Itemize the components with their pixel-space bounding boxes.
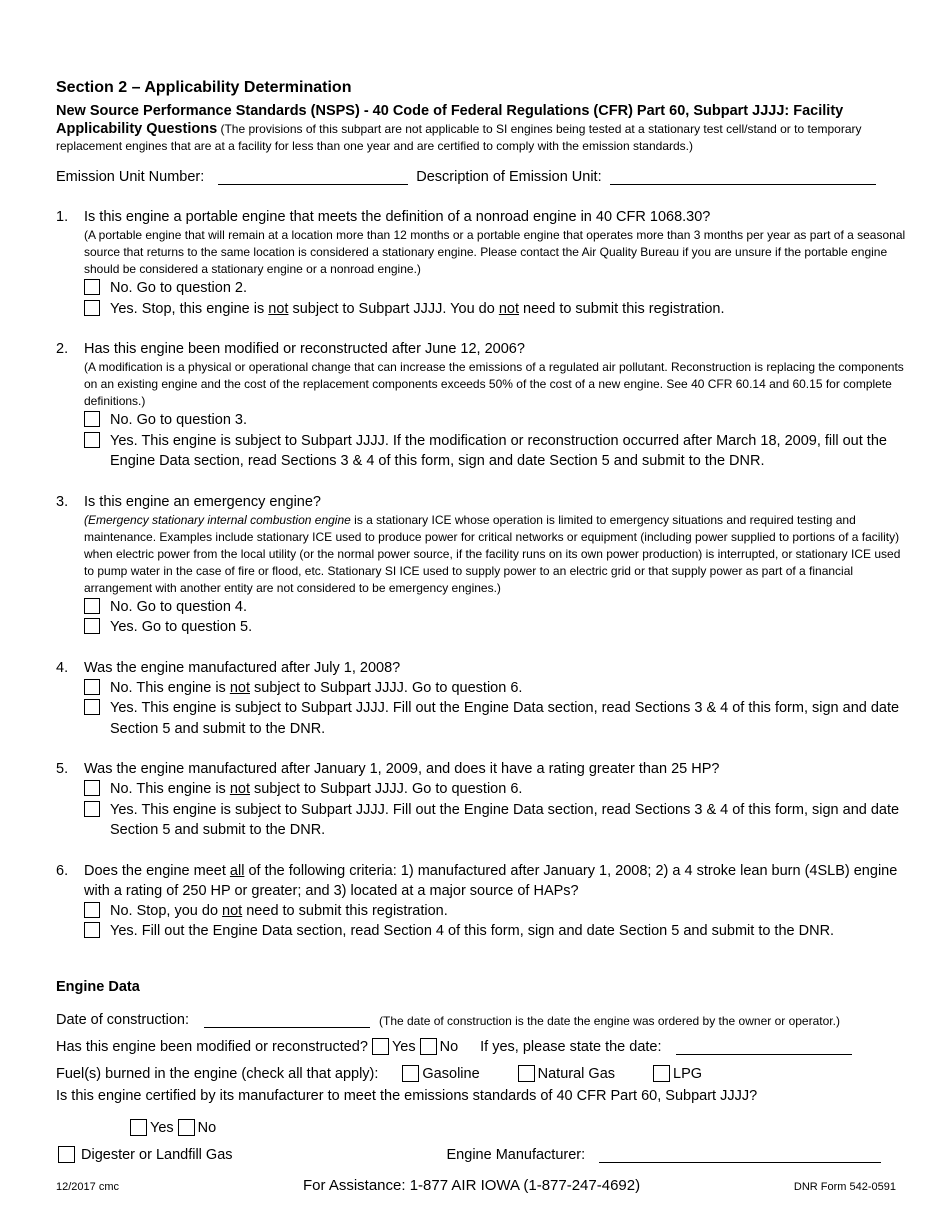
checkbox[interactable]	[84, 679, 100, 695]
question-number: 6.	[56, 862, 69, 879]
unit-number-field[interactable]	[218, 168, 408, 185]
fuel-gasoline-label: Gasoline	[422, 1066, 480, 1082]
option-label: Yes. Fill out the Engine Data section, read Section 4 of this form, sign and date Section 5 and submit to the DNR.	[110, 923, 835, 939]
footer-assistance: For Assistance: 1-877 AIR IOWA (1-877-247-4692)	[303, 1177, 641, 1194]
text-part: subject to Subpart JJJJ. Go to question 6.	[250, 781, 523, 797]
section-title: Section 2 – Applicability Determination	[56, 79, 352, 96]
question-1	[56, 207, 906, 319]
question-text	[84, 861, 906, 901]
checkbox[interactable]	[84, 922, 100, 938]
question-note: (A modification is a physical or operational change that can increase the emissions of a regulated air pollutant. Reconstruction is replacing the components on an existing engine and the cost of the replacement components exceeds 50% of the cost of a new engine. See 40 CFR 60.14 and 60.15 for complete definitions.)	[84, 360, 904, 408]
underlined-not: not	[229, 781, 250, 797]
fuel-lpg-label: LPG	[673, 1066, 703, 1082]
q4-option-yes	[84, 698, 906, 739]
modified-label: Has this engine been modified or reconstructed?	[56, 1039, 368, 1055]
modified-date-field[interactable]	[676, 1038, 852, 1055]
checkbox[interactable]	[84, 618, 100, 634]
certified-no-checkbox[interactable]	[178, 1119, 195, 1136]
q6-option-no	[84, 901, 906, 922]
certified-yes-checkbox[interactable]	[130, 1119, 147, 1136]
unit-desc-label: Description of Emission Unit:	[416, 169, 602, 185]
q1-option-no	[84, 278, 906, 299]
question-5	[56, 759, 906, 841]
state-date-label: If yes, please state the date:	[480, 1039, 662, 1055]
checkbox[interactable]	[84, 598, 100, 614]
underlined-not: not	[268, 300, 289, 317]
question-4	[56, 658, 906, 740]
checkbox[interactable]	[84, 780, 100, 796]
option-label: Yes. This engine is subject to Subpart JJJJ. Fill out the Engine Data section, read Sections 3 & 4 of this form, sign and date Section 5 and submit to the DNR.	[110, 801, 900, 838]
question-number: 2.	[56, 341, 69, 357]
question-3	[56, 492, 906, 638]
q6-option-yes	[84, 921, 906, 942]
option-label	[110, 779, 522, 800]
page-footer	[56, 1177, 896, 1197]
modified-no-label: No	[439, 1039, 459, 1055]
question-note: (A portable engine that will remain at a location more than 12 months or a portable engine that operates more than 3 months per year as part of a seasonal source that returns to the same location is considered a stationary engine. Please contact the Air Quality Bureau if you are unsure if the portable engine should be considered a stationary engine or a nonroad engine.)	[84, 228, 906, 276]
text-part: No. This engine is	[110, 679, 230, 696]
option-label	[110, 901, 448, 922]
checkbox[interactable]	[84, 300, 100, 316]
fuel-label: Fuel(s) burned in the engine (check all that apply):	[56, 1066, 379, 1082]
modified-row	[56, 1033, 906, 1055]
q4-option-no	[84, 678, 906, 699]
engine-data-title: Engine Data	[56, 979, 140, 995]
section-subtitle: New Source Performance Standards (NSPS) - 40 Code of Federal Regulations (CFR) Part 60, Subpart JJJJ: Facility	[56, 103, 844, 119]
question-text: Has this engine been modified or reconstructed after June 12, 2006?	[84, 341, 525, 357]
applicability-section	[56, 78, 906, 942]
option-label	[110, 678, 522, 699]
digester-label: Digester or Landfill Gas	[81, 1147, 233, 1163]
unit-number-label: Emission Unit Number:	[56, 169, 205, 185]
footer-revision: 12/2017 cmc	[56, 1181, 119, 1193]
q3-option-yes	[84, 617, 906, 638]
text-part: subject to Subpart JJJJ. You do	[288, 300, 499, 317]
certified-row	[56, 1114, 906, 1136]
option-label: No. Go to question 3.	[110, 412, 248, 428]
checkbox[interactable]	[84, 279, 100, 295]
fuel-lpg-checkbox[interactable]	[653, 1065, 670, 1082]
fuel-natural-gas-checkbox[interactable]	[518, 1065, 535, 1082]
modified-yes-checkbox[interactable]	[372, 1038, 389, 1055]
manufacturer-label: Engine Manufacturer:	[446, 1147, 586, 1163]
checkbox[interactable]	[84, 801, 100, 817]
underlined-not: not	[229, 679, 250, 696]
question-number: 3.	[56, 493, 69, 510]
option-label: Yes. Go to question 5.	[110, 619, 253, 635]
underlined-not: not	[222, 902, 243, 919]
question-note	[84, 512, 906, 597]
digester-checkbox[interactable]	[58, 1146, 75, 1163]
construction-label: Date of construction:	[56, 1012, 189, 1028]
option-label: Yes. This engine is subject to Subpart JJJJ. If the modification or reconstruction occurred after March 18, 2009, fill out the Engine Data section, read Sections 3 & 4 of this form, sign and date Section 5 and submit to the DNR.	[110, 432, 887, 469]
q2-option-no	[84, 410, 906, 431]
certified-question: Is this engine certified by its manufacturer to meet the emissions standards of 40 CFR Part 60, Subpart JJJJ?	[56, 1088, 758, 1104]
fuel-natural-gas-label: Natural Gas	[537, 1066, 616, 1082]
checkbox[interactable]	[84, 699, 100, 715]
q1-option-yes	[84, 299, 906, 320]
checkbox[interactable]	[84, 432, 100, 448]
checkbox[interactable]	[84, 411, 100, 427]
manufacturer-field[interactable]	[599, 1146, 881, 1163]
construction-row	[56, 1006, 906, 1028]
intro-bold: Applicability Questions	[56, 121, 218, 137]
q5-option-no	[84, 779, 906, 800]
text-part: No. Stop, you do	[110, 902, 223, 919]
text-part: subject to Subpart JJJJ. Go to question 6.	[250, 679, 523, 696]
fuel-row	[56, 1060, 906, 1082]
question-2	[56, 339, 906, 472]
construction-date-field[interactable]	[204, 1011, 370, 1028]
note-text: is a stationary ICE whose operation is limited to emergency situations and required testing and maintenance. Examples include stationary ICE used to produce power for critical networks or equipment (including power supplied to portions of a facility) when electric power from the local utility (or the normal power source, if the facility runs on its own power production) is interrupted, or stationary ICE used to pump water in the case of fire or flood, etc. Stationary SI ICE used to supply power to an electric grid or that supply power as part of a financial arrangement with another entity are not considered to be emergency engines.)	[84, 512, 901, 595]
text-part: of the following criteria: 1) manufactured after January 1, 2008; 2) a 4 stroke lean burn (4SLB) engine with a rating of 250 HP or greater; and 3) located at a major source of HAPs?	[84, 862, 898, 899]
text-part: Yes. Stop, this engine is	[110, 300, 269, 317]
question-number: 1.	[56, 209, 69, 225]
fuel-gasoline-checkbox[interactable]	[402, 1065, 419, 1082]
text-part: No. This engine is	[110, 781, 230, 797]
text-part: Does the engine meet	[84, 862, 230, 879]
section-intro	[56, 121, 906, 155]
q5-option-yes	[84, 800, 906, 841]
question-text: Is this engine a portable engine that meets the definition of a nonroad engine in 40 CFR 1068.30?	[84, 209, 711, 225]
underlined-all: all	[229, 862, 245, 879]
text-part: need to submit this registration.	[242, 902, 448, 919]
digester-row	[56, 1141, 906, 1163]
note-italic: (Emergency stationary internal combustion engine	[84, 512, 351, 527]
question-number: 4.	[56, 659, 69, 676]
question-text: Was the engine manufactured after July 1, 2008?	[84, 659, 401, 676]
certified-no-label: No	[197, 1120, 217, 1136]
modified-yes-label: Yes	[391, 1039, 416, 1055]
q2-option-yes	[84, 431, 906, 472]
question-6	[56, 861, 906, 942]
text-part: need to submit this registration.	[519, 300, 725, 317]
construction-note: (The date of construction is the date the engine was ordered by the owner or operator.)	[379, 1014, 840, 1028]
option-label: No. Go to question 2.	[110, 280, 248, 296]
emission-unit-row	[56, 163, 906, 185]
modified-no-checkbox[interactable]	[420, 1038, 437, 1055]
footer-form-number: DNR Form 542-0591	[793, 1181, 896, 1193]
unit-desc-field[interactable]	[610, 168, 876, 185]
option-label: Yes. This engine is subject to Subpart JJJJ. Fill out the Engine Data section, read Sections 3 & 4 of this form, sign and date Section 5 and submit to the DNR.	[110, 700, 900, 737]
question-text: Was the engine manufactured after January 1, 2009, and does it have a rating greater than 25 HP?	[84, 761, 720, 777]
certified-yes-label: Yes	[150, 1120, 174, 1136]
intro-text: (The provisions of this subpart are not applicable to SI engines being tested at a stationary test cell/stand or to temporary replacement engines that are at a facility for less than one year and are certified to comply with the emission standards.)	[56, 122, 862, 153]
checkbox[interactable]	[84, 902, 100, 918]
q3-option-no	[84, 597, 906, 618]
underlined-not: not	[498, 300, 519, 317]
option-label	[110, 299, 725, 320]
question-text: Is this engine an emergency engine?	[84, 493, 321, 510]
option-label: No. Go to question 4.	[110, 598, 248, 615]
question-number: 5.	[56, 761, 69, 777]
